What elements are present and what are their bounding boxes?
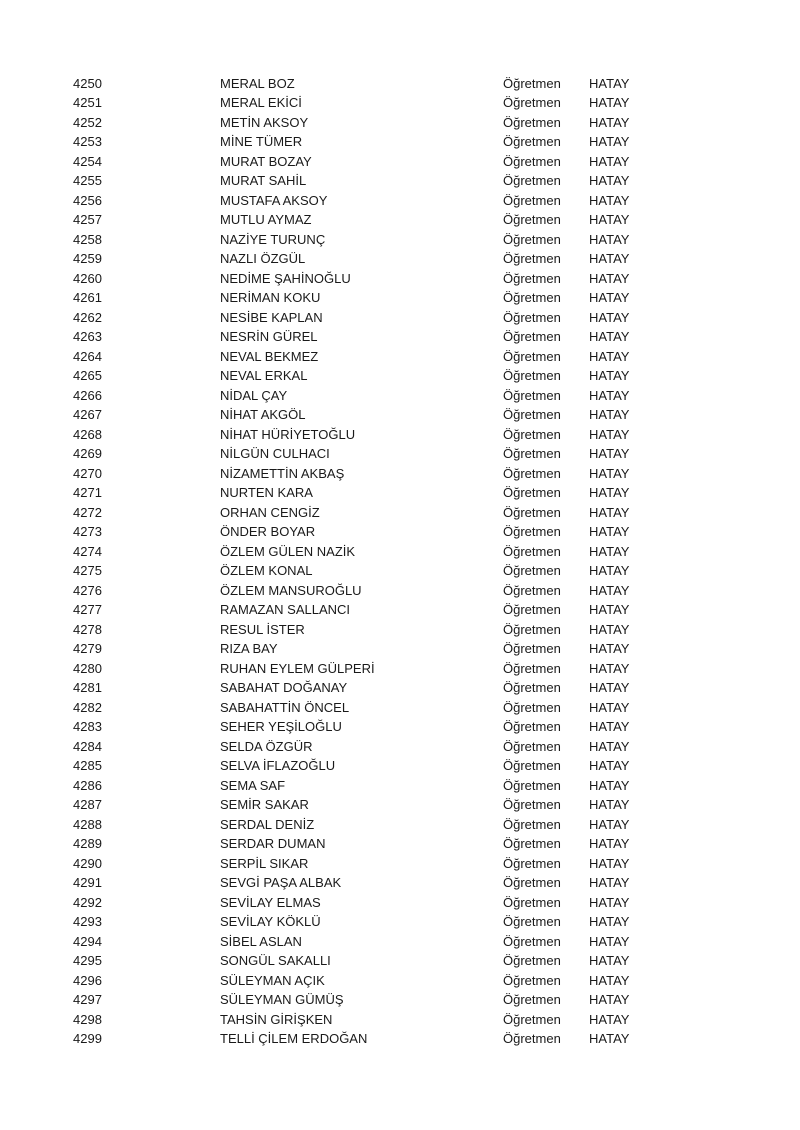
row-number: 4286 — [73, 777, 102, 793]
row-number: 4279 — [73, 641, 102, 656]
row-number: 4281 — [73, 680, 102, 695]
role-title: Öğretmen — [503, 524, 561, 539]
table-row — [0, 308, 800, 328]
person-name: SEMA SAF — [220, 777, 286, 793]
table-row — [0, 191, 800, 211]
person-name: SEMİR SAKAR — [220, 797, 309, 812]
role-title: Öğretmen — [503, 270, 561, 286]
table-row — [0, 210, 800, 230]
table-row — [0, 464, 800, 484]
row-number: 4283 — [73, 719, 102, 734]
person-name: RIZA BAY — [220, 641, 278, 656]
table-row — [0, 1010, 800, 1030]
table-row — [0, 561, 800, 581]
city-name: HATAY — [589, 914, 630, 929]
person-name: ÖZLEM KONAL — [220, 563, 313, 578]
role-title: Öğretmen — [503, 309, 561, 325]
row-number: 4285 — [73, 758, 102, 773]
role-title: Öğretmen — [503, 153, 561, 169]
city-name: HATAY — [589, 992, 630, 1007]
city-name: HATAY — [589, 699, 630, 715]
city-name: HATAY — [589, 816, 630, 832]
role-title: Öğretmen — [503, 231, 561, 247]
city-name: HATAY — [589, 231, 630, 247]
role-title: Öğretmen — [503, 875, 561, 890]
table-row — [0, 893, 800, 913]
person-name: NEDİME ŞAHİNOĞLU — [220, 270, 351, 286]
city-name: HATAY — [589, 465, 630, 481]
table-row — [0, 951, 800, 971]
table-row — [0, 288, 800, 308]
role-title: Öğretmen — [503, 465, 561, 481]
row-number: 4275 — [73, 563, 102, 578]
table-row — [0, 776, 800, 796]
role-title: Öğretmen — [503, 660, 561, 676]
city-name: HATAY — [589, 114, 630, 130]
role-title: Öğretmen — [503, 738, 561, 754]
person-name: SEHER YEŞİLOĞLU — [220, 719, 342, 734]
role-title: Öğretmen — [503, 485, 561, 500]
row-number: 4255 — [73, 173, 102, 188]
city-name: HATAY — [589, 446, 630, 461]
role-title: Öğretmen — [503, 504, 561, 520]
role-title: Öğretmen — [503, 1031, 561, 1046]
role-title: Öğretmen — [503, 387, 561, 403]
table-row — [0, 1029, 800, 1049]
person-name: MURAT BOZAY — [220, 153, 312, 169]
record-list — [0, 74, 800, 1049]
city-name: HATAY — [589, 407, 630, 422]
table-row — [0, 113, 800, 133]
person-name: MİNE TÜMER — [220, 134, 303, 149]
table-row — [0, 269, 800, 289]
table-row — [0, 93, 800, 113]
person-name: NEVAL BEKMEZ — [220, 348, 319, 364]
role-title: Öğretmen — [503, 680, 561, 695]
role-title: Öğretmen — [503, 407, 561, 422]
row-number: 4262 — [73, 309, 102, 325]
role-title: Öğretmen — [503, 134, 561, 149]
row-number: 4254 — [73, 153, 102, 169]
row-number: 4261 — [73, 290, 102, 305]
person-name: SÜLEYMAN GÜMÜŞ — [220, 992, 344, 1007]
city-name: HATAY — [589, 719, 630, 734]
role-title: Öğretmen — [503, 719, 561, 734]
person-name: SEVGİ PAŞA ALBAK — [220, 875, 342, 890]
person-name: SÜLEYMAN AÇIK — [220, 972, 325, 988]
city-name: HATAY — [589, 426, 630, 442]
table-row — [0, 854, 800, 874]
city-name: HATAY — [589, 855, 630, 871]
row-number: 4277 — [73, 602, 102, 617]
city-name: HATAY — [589, 173, 630, 188]
city-name: HATAY — [589, 329, 630, 344]
person-name: NİZAMETTİN AKBAŞ — [220, 465, 345, 481]
person-name: NİHAT AKGÖL — [220, 407, 306, 422]
city-name: HATAY — [589, 953, 630, 968]
person-name: MERAL BOZ — [220, 75, 295, 91]
row-number: 4297 — [73, 992, 102, 1007]
row-number: 4263 — [73, 329, 102, 344]
table-row — [0, 873, 800, 893]
table-row — [0, 932, 800, 952]
row-number: 4278 — [73, 621, 102, 637]
person-name: SELDA ÖZGÜR — [220, 738, 313, 754]
person-name: NERİMAN KOKU — [220, 290, 321, 305]
person-name: NİDAL ÇAY — [220, 387, 288, 403]
person-name: SİBEL ASLAN — [220, 933, 302, 949]
row-number: 4290 — [73, 855, 102, 871]
city-name: HATAY — [589, 251, 630, 266]
table-row — [0, 132, 800, 152]
city-name: HATAY — [589, 875, 630, 890]
row-number: 4295 — [73, 953, 102, 968]
city-name: HATAY — [589, 134, 630, 149]
role-title: Öğretmen — [503, 114, 561, 130]
row-number: 4258 — [73, 231, 102, 247]
city-name: HATAY — [589, 621, 630, 637]
role-title: Öğretmen — [503, 543, 561, 559]
table-row — [0, 639, 800, 659]
role-title: Öğretmen — [503, 894, 561, 910]
role-title: Öğretmen — [503, 426, 561, 442]
table-row — [0, 503, 800, 523]
role-title: Öğretmen — [503, 348, 561, 364]
row-number: 4269 — [73, 446, 102, 461]
role-title: Öğretmen — [503, 914, 561, 929]
person-name: NAZLI ÖZGÜL — [220, 251, 306, 266]
table-row — [0, 542, 800, 562]
person-name: SERDAL DENİZ — [220, 816, 315, 832]
city-name: HATAY — [589, 660, 630, 676]
table-row — [0, 327, 800, 347]
row-number: 4276 — [73, 582, 102, 598]
person-name: TAHSİN GİRİŞKEN — [220, 1011, 333, 1027]
city-name: HATAY — [589, 504, 630, 520]
row-number: 4274 — [73, 543, 102, 559]
person-name: SABAHAT DOĞANAY — [220, 680, 348, 695]
role-title: Öğretmen — [503, 641, 561, 656]
row-number: 4265 — [73, 368, 102, 383]
table-row — [0, 717, 800, 737]
table-row — [0, 698, 800, 718]
city-name: HATAY — [589, 797, 630, 812]
city-name: HATAY — [589, 270, 630, 286]
city-name: HATAY — [589, 1011, 630, 1027]
role-title: Öğretmen — [503, 816, 561, 832]
table-row — [0, 483, 800, 503]
table-row — [0, 815, 800, 835]
person-name: ÖZLEM MANSUROĞLU — [220, 582, 362, 598]
table-row — [0, 522, 800, 542]
row-number: 4256 — [73, 192, 102, 208]
table-row — [0, 386, 800, 406]
row-number: 4271 — [73, 485, 102, 500]
row-number: 4289 — [73, 836, 102, 851]
table-row — [0, 756, 800, 776]
row-number: 4273 — [73, 524, 102, 539]
person-name: NURTEN KARA — [220, 485, 313, 500]
city-name: HATAY — [589, 485, 630, 500]
table-row — [0, 171, 800, 191]
row-number: 4266 — [73, 387, 102, 403]
person-name: SONGÜL SAKALLI — [220, 953, 331, 968]
city-name: HATAY — [589, 75, 630, 91]
row-number: 4291 — [73, 875, 102, 890]
row-number: 4270 — [73, 465, 102, 481]
row-number: 4296 — [73, 972, 102, 988]
person-name: NİLGÜN CULHACI — [220, 446, 330, 461]
row-number: 4264 — [73, 348, 102, 364]
person-name: SEVİLAY ELMAS — [220, 894, 321, 910]
person-name: NİHAT HÜRİYETOĞLU — [220, 426, 356, 442]
person-name: ÖZLEM GÜLEN NAZİK — [220, 543, 356, 559]
table-row — [0, 366, 800, 386]
row-number: 4257 — [73, 212, 102, 227]
role-title: Öğretmen — [503, 602, 561, 617]
city-name: HATAY — [589, 972, 630, 988]
person-name: SEVİLAY KÖKLÜ — [220, 914, 321, 929]
role-title: Öğretmen — [503, 953, 561, 968]
city-name: HATAY — [589, 641, 630, 656]
person-name: NEVAL ERKAL — [220, 368, 308, 383]
row-number: 4259 — [73, 251, 102, 266]
person-name: ÖNDER BOYAR — [220, 524, 316, 539]
city-name: HATAY — [589, 348, 630, 364]
table-row — [0, 912, 800, 932]
city-name: HATAY — [589, 212, 630, 227]
city-name: HATAY — [589, 524, 630, 539]
person-name: MURAT SAHİL — [220, 173, 307, 188]
role-title: Öğretmen — [503, 251, 561, 266]
role-title: Öğretmen — [503, 75, 561, 91]
table-row — [0, 971, 800, 991]
city-name: HATAY — [589, 738, 630, 754]
row-number: 4294 — [73, 933, 102, 949]
city-name: HATAY — [589, 290, 630, 305]
role-title: Öğretmen — [503, 777, 561, 793]
row-number: 4251 — [73, 95, 102, 110]
role-title: Öğretmen — [503, 582, 561, 598]
role-title: Öğretmen — [503, 972, 561, 988]
person-name: NESRİN GÜREL — [220, 329, 318, 344]
person-name: NAZİYE TURUNÇ — [220, 231, 326, 247]
city-name: HATAY — [589, 153, 630, 169]
row-number: 4287 — [73, 797, 102, 812]
city-name: HATAY — [589, 95, 630, 110]
table-row — [0, 74, 800, 94]
city-name: HATAY — [589, 602, 630, 617]
table-row — [0, 834, 800, 854]
city-name: HATAY — [589, 894, 630, 910]
person-name: TELLİ ÇİLEM ERDOĞAN — [220, 1031, 368, 1046]
city-name: HATAY — [589, 387, 630, 403]
table-row — [0, 230, 800, 250]
person-name: MUTLU AYMAZ — [220, 212, 312, 227]
role-title: Öğretmen — [503, 621, 561, 637]
city-name: HATAY — [589, 777, 630, 793]
table-row — [0, 678, 800, 698]
table-row — [0, 659, 800, 679]
table-row — [0, 152, 800, 172]
person-name: ORHAN CENGİZ — [220, 504, 320, 520]
city-name: HATAY — [589, 836, 630, 851]
table-row — [0, 425, 800, 445]
person-name: SERPİL SIKAR — [220, 855, 309, 871]
role-title: Öğretmen — [503, 212, 561, 227]
row-number: 4252 — [73, 114, 102, 130]
table-row — [0, 795, 800, 815]
role-title: Öğretmen — [503, 329, 561, 344]
table-row — [0, 249, 800, 269]
city-name: HATAY — [589, 563, 630, 578]
row-number: 4292 — [73, 894, 102, 910]
city-name: HATAY — [589, 368, 630, 383]
person-name: NESİBE KAPLAN — [220, 309, 323, 325]
row-number: 4267 — [73, 407, 102, 422]
person-name: SERDAR DUMAN — [220, 836, 326, 851]
city-name: HATAY — [589, 1031, 630, 1046]
table-row — [0, 990, 800, 1010]
row-number: 4284 — [73, 738, 102, 754]
role-title: Öğretmen — [503, 758, 561, 773]
table-row — [0, 405, 800, 425]
city-name: HATAY — [589, 680, 630, 695]
city-name: HATAY — [589, 582, 630, 598]
table-row — [0, 600, 800, 620]
role-title: Öğretmen — [503, 290, 561, 305]
city-name: HATAY — [589, 543, 630, 559]
row-number: 4299 — [73, 1031, 102, 1046]
role-title: Öğretmen — [503, 446, 561, 461]
table-row — [0, 444, 800, 464]
row-number: 4293 — [73, 914, 102, 929]
table-row — [0, 620, 800, 640]
role-title: Öğretmen — [503, 1011, 561, 1027]
row-number: 4282 — [73, 699, 102, 715]
person-name: MUSTAFA AKSOY — [220, 192, 328, 208]
city-name: HATAY — [589, 758, 630, 773]
table-row — [0, 581, 800, 601]
city-name: HATAY — [589, 192, 630, 208]
role-title: Öğretmen — [503, 992, 561, 1007]
city-name: HATAY — [589, 309, 630, 325]
row-number: 4250 — [73, 75, 102, 91]
role-title: Öğretmen — [503, 699, 561, 715]
person-name: SELVA İFLAZOĞLU — [220, 758, 336, 773]
person-name: SABAHATTİN ÖNCEL — [220, 699, 350, 715]
row-number: 4298 — [73, 1011, 102, 1027]
role-title: Öğretmen — [503, 192, 561, 208]
role-title: Öğretmen — [503, 95, 561, 110]
person-name: METİN AKSOY — [220, 114, 309, 130]
row-number: 4268 — [73, 426, 102, 442]
role-title: Öğretmen — [503, 797, 561, 812]
role-title: Öğretmen — [503, 836, 561, 851]
role-title: Öğretmen — [503, 368, 561, 383]
row-number: 4260 — [73, 270, 102, 286]
row-number: 4288 — [73, 816, 102, 832]
table-row — [0, 737, 800, 757]
person-name: MERAL EKİCİ — [220, 95, 302, 110]
role-title: Öğretmen — [503, 933, 561, 949]
row-number: 4253 — [73, 134, 102, 149]
person-name: RESUL İSTER — [220, 621, 305, 637]
row-number: 4280 — [73, 660, 102, 676]
role-title: Öğretmen — [503, 563, 561, 578]
role-title: Öğretmen — [503, 855, 561, 871]
city-name: HATAY — [589, 933, 630, 949]
table-row — [0, 347, 800, 367]
role-title: Öğretmen — [503, 173, 561, 188]
person-name: RAMAZAN SALLANCI — [220, 602, 351, 617]
person-name: RUHAN EYLEM GÜLPERİ — [220, 660, 375, 676]
row-number: 4272 — [73, 504, 102, 520]
